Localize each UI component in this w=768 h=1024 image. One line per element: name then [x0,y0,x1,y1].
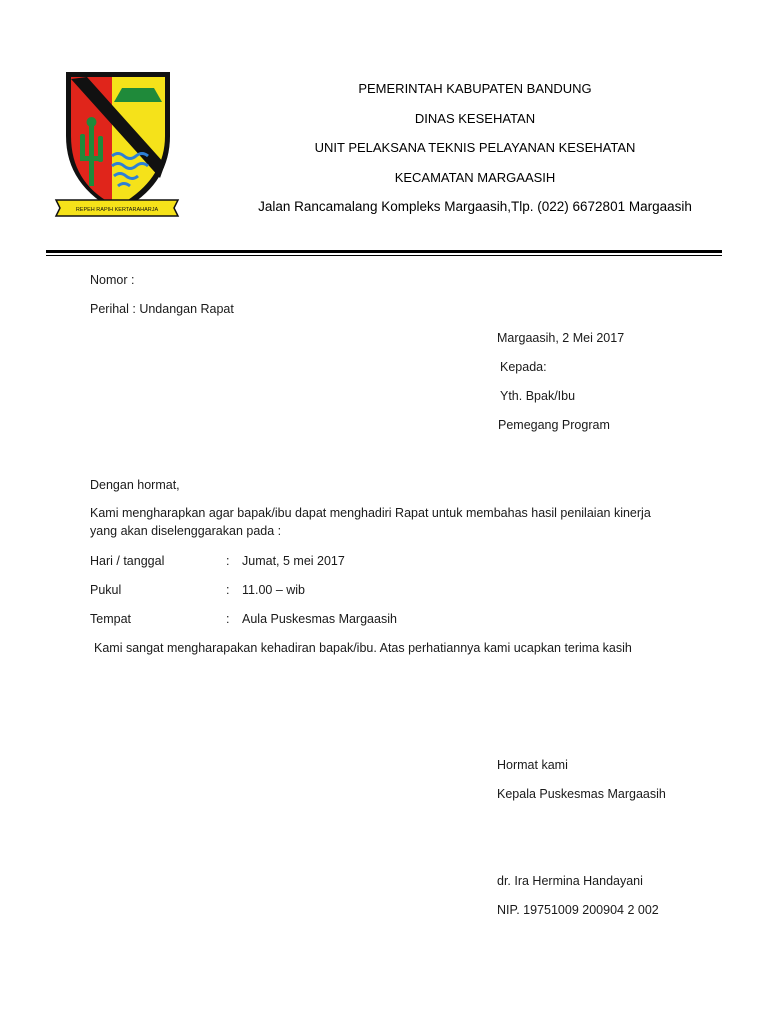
detail-colon-time: : [226,583,230,597]
signature-name: dr. Ira Hermina Handayani [497,874,643,888]
letterhead-government: PEMERINTAH KABUPATEN BANDUNG [358,81,592,96]
recipient-yth: Yth. Bpak/Ibu [500,389,576,403]
letterhead-divider-thick [46,250,722,253]
signature-greeting: Hormat kami [497,758,568,772]
letterhead-district: KECAMATAN MARGAASIH [394,170,556,185]
crest-motto: REPEH RAPIH KERTARAHARJA [75,207,159,213]
letterhead-unit: UNIT PELAKSANA TEKNIS PELAYANAN KESEHATAN [314,140,636,155]
detail-label-place: Tempat [90,612,131,626]
kabupaten-bandung-crest [52,66,182,224]
detail-value-time: 11.00 – wib [242,583,306,597]
detail-label-date: Hari / tanggal [90,554,165,568]
detail-label-time: Pukul [90,583,122,597]
letterhead-agency: DINAS KESEHATAN [414,111,536,126]
detail-colon-place: : [226,612,230,626]
body-paragraph-line-2: yang akan diselenggarakan pada : [90,524,282,538]
closing-sentence: Kami sangat mengharapakan kehadiran bapak/ibu. Atas perhatiannya kami ucapkan terima kasih [94,641,632,655]
greeting: Dengan hormat, [90,478,180,492]
detail-value-date: Jumat, 5 mei 2017 [242,554,345,568]
recipient-program: Pemegang Program [498,418,610,432]
letterhead-address: Jalan Rancamalang Kompleks Margaasih,Tlp. (022) 6672801 Margaasih [258,199,692,214]
detail-colon-date: : [226,554,230,568]
signature-nip: NIP. 19751009 200904 2 002 [497,903,659,917]
body-paragraph-line-1: Kami mengharapkan agar bapak/ibu dapat menghadiri Rapat untuk membahas hasil penilaian kinerja [90,506,651,520]
crest-mountain [114,88,162,102]
signature-position: Kepala Puskesmas Margaasih [497,787,666,801]
detail-value-place: Aula Puskesmas Margaasih [242,612,397,626]
recipient-kepada: Kepada: [500,360,547,374]
letter-subject: Perihal : Undangan Rapat [90,302,234,316]
letterhead-divider-thin [46,255,722,256]
letter-date: Margaasih, 2 Mei 2017 [497,331,625,345]
letter-number: Nomor : [90,273,135,287]
